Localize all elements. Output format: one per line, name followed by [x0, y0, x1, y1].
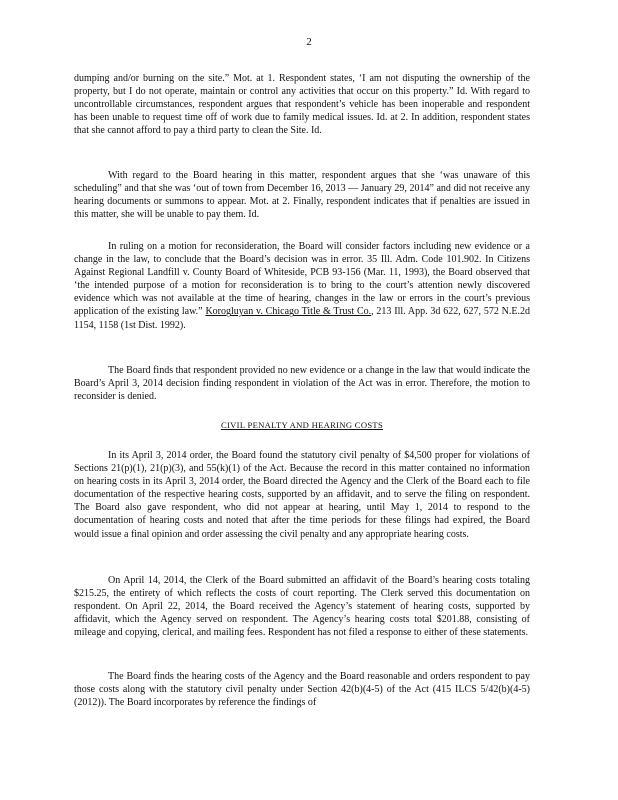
paragraph-hearing-arguments: With regard to the Board hearing in this matter, respondent argues that she ‘was unaware of this scheduling” and that she was ‘out of town from December 16, 2013 — January 29, 2014” and did not receive any hearing documents or summons to appear. Mot. at 2. Finally, respondent indicates that if penalties are issued in this matter, she will be unable to pay them. Id.: [74, 170, 530, 221]
paragraph-hearing-costs-filings: On April 14, 2014, the Clerk of the Board submitted an affidavit of the Board’s hearing costs totaling $215.25, the entirety of which reflects the costs of court reporting. The Clerk served this documentation on respondent. On April 22, 2014, the Board received the Agency’s statement of hearing costs, supported by affidavit, which the Agency served on respondent. The Agency’s hearing costs total $201.88, consisting of mileage and copying, clerical, and mailing fees. Respondent has not filed a response to either of these statements.: [74, 575, 530, 639]
paragraph-reconsideration-standard: [74, 240, 530, 332]
paragraph-motion-denied: The Board finds that respondent provided no new evidence or a change in the law that would indicate the Board’s April 3, 2014 decision finding respondent in violation of the Act was in error. Therefore, the motion to reconsider is denied.: [74, 365, 530, 403]
reconsideration-text: In ruling on a motion for reconsideration, the Board will consider factors including new evidence or a change in the law, to conclude that the Board’s decision was in error. 35 Ill. Adm. Code 101.902. In Citizens Against Regional Landfill v. County Board of Whiteside, PCB 93-156 (Mar. 11, 1993), the Board observed that ‘the intended purpose of a motion for reconsideration is to bring to the court’s attention newly discovered evidence which was not available at the time of hearing, changes in the law or errors in the court’s previous application of the existing law.”: [74, 241, 530, 318]
section-heading-text: CIVIL PENALTY AND HEARING COSTS: [220, 420, 384, 430]
paragraph-civil-penalty-order: In its April 3, 2014 order, the Board found the statutory civil penalty of $4,500 proper for violations of Sections 21(p)(1), 21(p)(3), and 55(k)(1) of the Act. Because the record in this matter contained no information on hearing costs in its April 3, 2014 order, the Board directed the Agency and the Clerk of the Board each to file documentation of the respective hearing costs, supported by an affidavit, and to serve the filing on respondent. The Board also gave respondent, who did not appear at hearing, until May 1, 2014 to respond to the documentation of hearing costs and noted that after the time periods for these filings had expired, the Board would issue a final opinion and order assessing the civil penalty and any appropriate hearing costs.: [74, 450, 530, 540]
paragraph-motion-arguments: dumping and/or burning on the site.” Mot. at 1. Respondent states, ‘I am not disputing the ownership of the property, but I do not operate, maintain or control any activities that occur on this property.” Id. With regard to uncontrollable circumstances, respondent argues that respondent’s vehicle has been inoperable and respondent has been unable to request time off of work due to family medical issues. Id. at 2. In addition, respondent states that she cannot afford to pay a third party to clean the Site. Id.: [74, 73, 530, 137]
section-heading: [74, 420, 530, 430]
citation-reporter: , 213 Ill. App. 3d 622, 627, 572 N.E.2d 1154, 1158 (1st Dist. 1992).: [74, 306, 530, 331]
page-number: 2: [306, 36, 312, 48]
case-citation: Korogluyan v. Chicago Title & Trust Co.: [205, 306, 372, 318]
paragraph-costs-finding: The Board finds the hearing costs of the Agency and the Board reasonable and orders respondent to pay those costs along with the statutory civil penalty under Section 42(b)(4-5) of the Act (415 ILCS 5/42(b)(4-5) (2012)). The Board incorporates by reference the findings of: [74, 671, 530, 709]
